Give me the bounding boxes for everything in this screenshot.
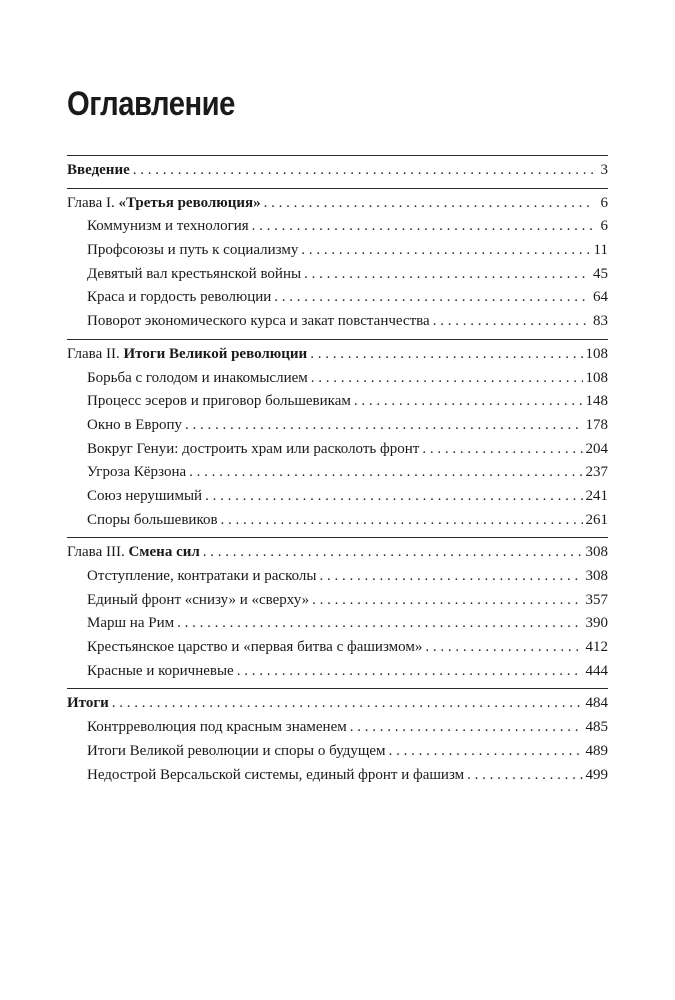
toc-subentry-title: Союз нерушимый [87,487,203,504]
page-number: 390 [585,615,608,632]
toc-subentry-title: Девятый вал крестьянской войны [87,265,302,282]
toc-subentry-title: Краса и гордость революции [87,289,272,306]
toc-entry-title: Итоги [67,695,109,712]
page-number: 6 [600,218,608,235]
page-number: 308 [585,568,608,584]
toc-subentry[interactable] [67,764,608,788]
page-number: 108 [585,369,608,386]
dot-leader [252,215,593,239]
chapter-label: Глава I. [67,194,115,211]
page-number: 412 [585,639,608,656]
page-number: 3 [600,162,608,178]
toc-entry[interactable] [67,159,608,183]
toc-subentry[interactable] [67,660,608,684]
toc-section-introduction [67,155,608,188]
toc-entry-title [67,343,307,367]
toc-section-conclusion [67,688,608,792]
dot-leader [312,589,582,613]
toc-subentry[interactable] [67,636,608,660]
toc-subentry-title: Крестьянское царство и «первая битва с фашизмом» [87,639,423,656]
dot-leader [389,740,583,764]
page-number: 261 [585,511,608,528]
toc-subentry-title: Красные и коричневые [87,662,234,679]
page-number: 11 [593,242,608,259]
dot-leader [221,509,583,533]
toc-subentry-title: Споры большевиков [87,511,218,528]
toc-entry-title [67,541,200,565]
toc-section-chapter-3 [67,537,608,688]
toc-subentry-title: Коммунизм и технология [87,218,249,235]
toc-subentry[interactable] [67,740,608,764]
toc-subentry-title: Поворот экономического курса и закат повстанчества [87,313,430,330]
toc-entry[interactable] [67,541,608,565]
page-number: 489 [585,742,608,759]
toc-subentry[interactable] [67,263,608,287]
page-number: 499 [585,766,608,783]
dot-leader [433,310,590,334]
toc-subentry[interactable] [67,239,608,263]
toc-entry-title: Введение [67,162,130,178]
toc-subentry[interactable] [67,438,608,462]
toc-subentry[interactable] [67,310,608,334]
page-number: 6 [600,194,608,211]
toc-subentry-title: Вокруг Генуи: достроить храм или расколоть фронт [87,440,420,457]
dot-leader [350,716,583,740]
table-of-contents [67,155,608,792]
toc-subentry[interactable] [67,716,608,740]
toc-subentry[interactable] [67,390,608,414]
chapter-title: «Третья революция» [118,194,261,211]
dot-leader [185,414,582,438]
toc-subentry-title: Процесс эсеров и приговор большевикам [87,393,351,410]
page-number: 178 [585,416,608,433]
toc-entry[interactable] [67,343,608,367]
toc-subentry-title: Профсоюзы и путь к социализму [87,242,299,259]
toc-subentry[interactable] [67,485,608,509]
dot-leader [304,263,590,287]
page-number: 45 [593,265,608,282]
dot-leader [425,636,582,660]
dot-leader [133,159,593,183]
toc-subentry-title: Окно в Европу [87,416,183,433]
toc-subentry-title: Контрреволюция под красным знаменем [87,719,347,736]
toc-section-chapter-1 [67,188,608,339]
dot-leader [264,192,593,216]
page-number: 484 [585,695,608,712]
dot-leader [203,541,583,565]
dot-leader [177,612,582,636]
toc-entry[interactable] [67,192,608,216]
dot-leader [311,367,583,391]
toc-section-chapter-2 [67,339,608,538]
toc-entry-title [67,192,261,216]
page-number: 241 [585,487,608,504]
page-number: 444 [585,662,608,679]
dot-leader [189,461,582,485]
toc-subentry[interactable] [67,589,608,613]
toc-subentry-title: Недострой Версальской системы, единый фронт и фашизм [87,766,465,783]
page-number: 204 [585,440,608,457]
page-number: 357 [585,591,608,608]
toc-subentry[interactable] [67,414,608,438]
dot-leader [274,286,590,310]
dot-leader [319,565,582,589]
dot-leader [422,438,582,462]
toc-subentry-title: Отступление, контратаки и расколы [87,568,317,584]
toc-subentry-title: Марш на Рим [87,615,175,632]
dot-leader [112,692,583,716]
chapter-label: Глава II. [67,345,120,362]
toc-subentry[interactable] [67,565,608,589]
toc-subentry[interactable] [67,461,608,485]
chapter-label: Глава III. [67,544,125,561]
dot-leader [467,764,582,788]
dot-leader [301,239,590,263]
dot-leader [310,343,582,367]
toc-subentry[interactable] [67,286,608,310]
page-number: 237 [585,464,608,481]
chapter-title: Итоги Великой революции [123,345,308,362]
dot-leader [237,660,583,684]
dot-leader [205,485,582,509]
toc-subentry[interactable] [67,509,608,533]
toc-subentry[interactable] [67,215,608,239]
dot-leader [354,390,583,414]
page-number: 64 [593,289,608,306]
toc-subentry-title: Борьба с голодом и инакомыслием [87,369,308,386]
chapter-title: Смена сил [128,544,200,561]
toc-subentry-title: Единый фронт «снизу» и «сверху» [87,591,310,608]
toc-subentry[interactable] [67,367,608,391]
page-number: 108 [585,345,608,362]
page-number: 148 [585,393,608,410]
toc-subentry-title: Итоги Великой революции и споры о будущем [87,742,386,759]
page-title: Оглавление [67,85,235,123]
toc-subentry[interactable] [67,612,608,636]
toc-entry[interactable] [67,692,608,716]
toc-subentry-title: Угроза Кёрзона [87,464,187,481]
page-number: 308 [585,544,608,561]
page-number: 485 [585,719,608,736]
page-number: 83 [593,313,608,330]
